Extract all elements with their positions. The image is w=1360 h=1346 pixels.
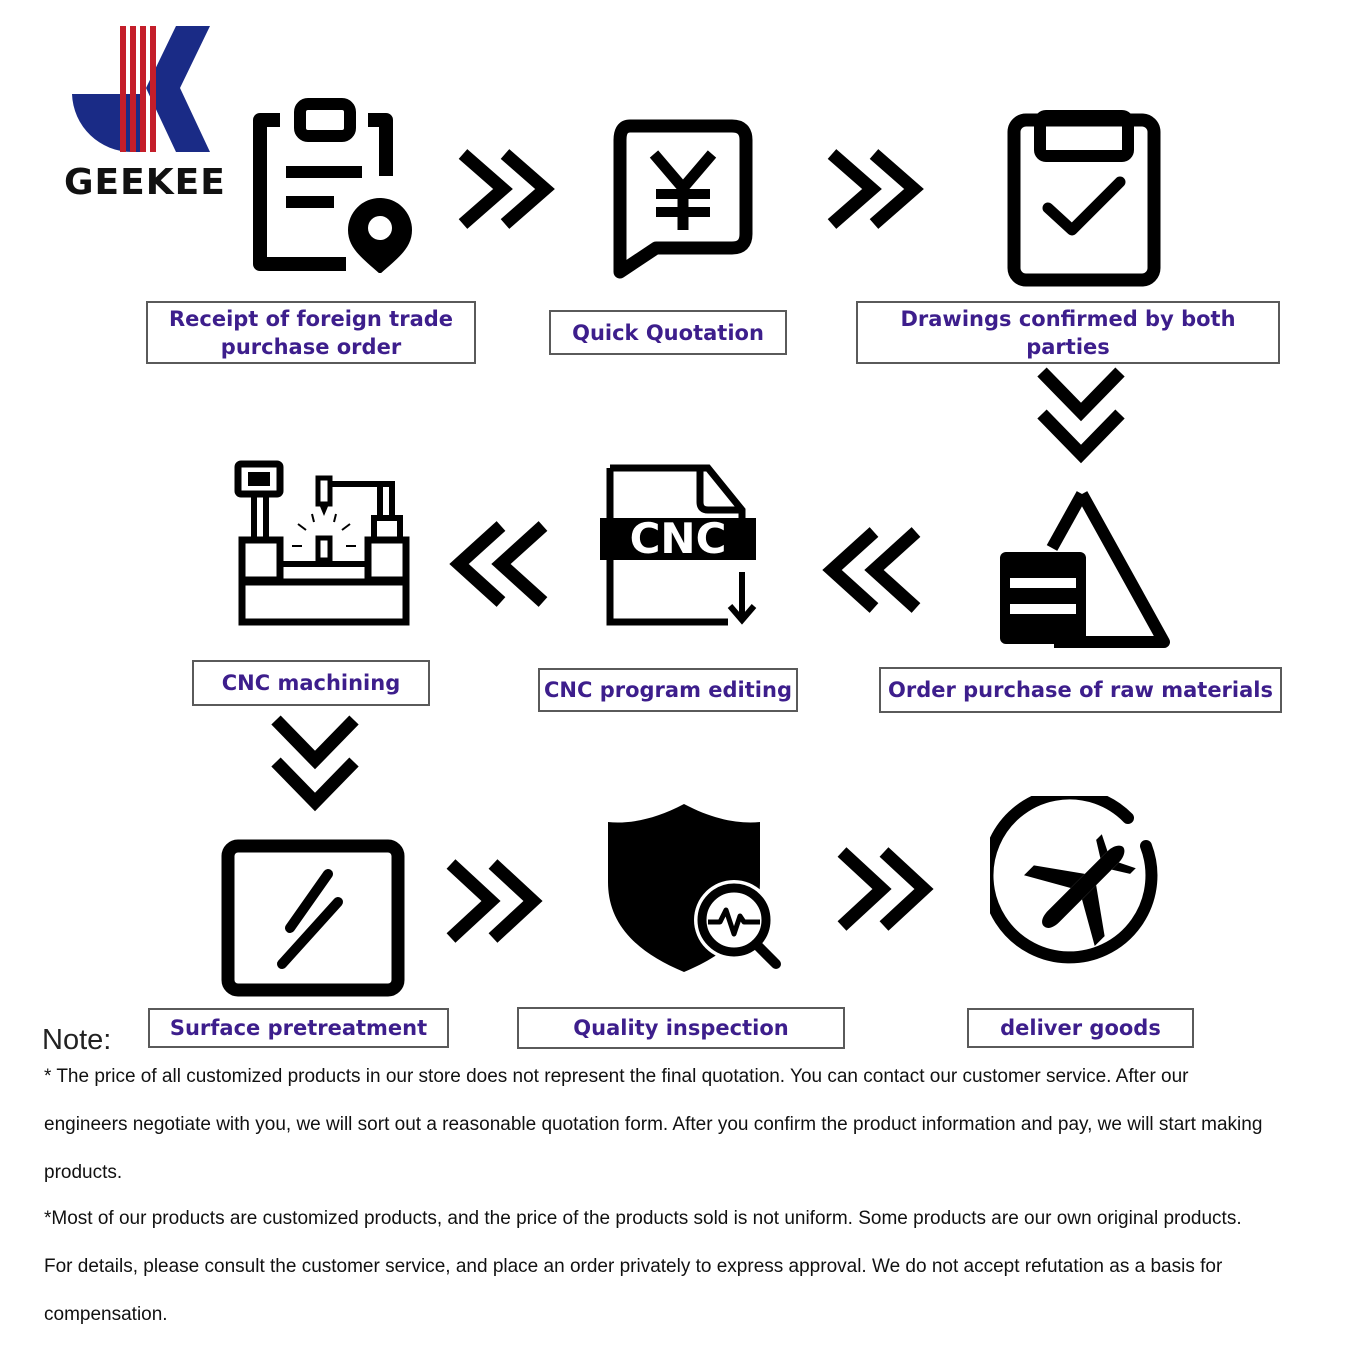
clipboard-check-icon (1004, 110, 1164, 288)
step-label-line: purchase order (220, 334, 402, 359)
note-label: Note: (42, 1024, 112, 1056)
step-label-quality: Quality inspection (517, 1007, 845, 1049)
brand-name: GEEKEE (64, 162, 226, 203)
materials-icon (994, 484, 1174, 652)
arrow-right-icon (455, 148, 561, 230)
note-line: For details, please consult the customer service, and place an order privately to express approval. We do not accept refutation as a basis for (44, 1256, 1223, 1277)
note-line: * The price of all customized products in our store does not represent the final quotation. You can contact our customer service. After our (44, 1066, 1189, 1087)
clipboard-location-icon (248, 98, 418, 273)
step-label-receipt (146, 301, 476, 364)
step-label-cnc-program: CNC program editing (538, 668, 798, 712)
logo-mark-icon (68, 22, 216, 156)
shield-inspection-icon (604, 802, 784, 974)
arrow-left-icon (818, 526, 926, 614)
note-line: engineers negotiate with you, we will sort out a reasonable quotation form. After you confirm the product information and pay, we will start making (44, 1114, 1263, 1135)
step-label-cnc-machining: CNC machining (192, 660, 430, 706)
airplane-delivery-icon (990, 796, 1174, 982)
note-line: compensation. (44, 1304, 168, 1325)
arrow-right-icon (834, 846, 940, 932)
step-label-drawings: Drawings confirmed by both parties (856, 301, 1280, 364)
note-line: products. (44, 1162, 123, 1183)
arrow-right-icon (443, 858, 549, 944)
arrow-right-icon (824, 148, 930, 230)
arrow-left-icon (445, 520, 553, 608)
step-label-line: Receipt of foreign trade (168, 306, 454, 331)
cnc-machine-icon (232, 460, 412, 630)
cnc-file-icon (598, 462, 768, 632)
arrow-down-icon (270, 714, 360, 818)
note-line: *Most of our products are customized products, and the price of the products sold is not uniform. Some products are our own original products. (44, 1208, 1242, 1229)
yen-quote-icon (608, 118, 756, 280)
step-label-raw-materials: Order purchase of raw materials (879, 667, 1282, 713)
surface-glass-icon (220, 838, 406, 998)
arrow-down-icon (1036, 366, 1126, 470)
cnc-file-label: CNC (629, 514, 727, 563)
step-label-quotation: Quick Quotation (549, 310, 787, 355)
step-label-surface: Surface pretreatment (148, 1008, 449, 1048)
step-label-deliver: deliver goods (967, 1008, 1194, 1048)
